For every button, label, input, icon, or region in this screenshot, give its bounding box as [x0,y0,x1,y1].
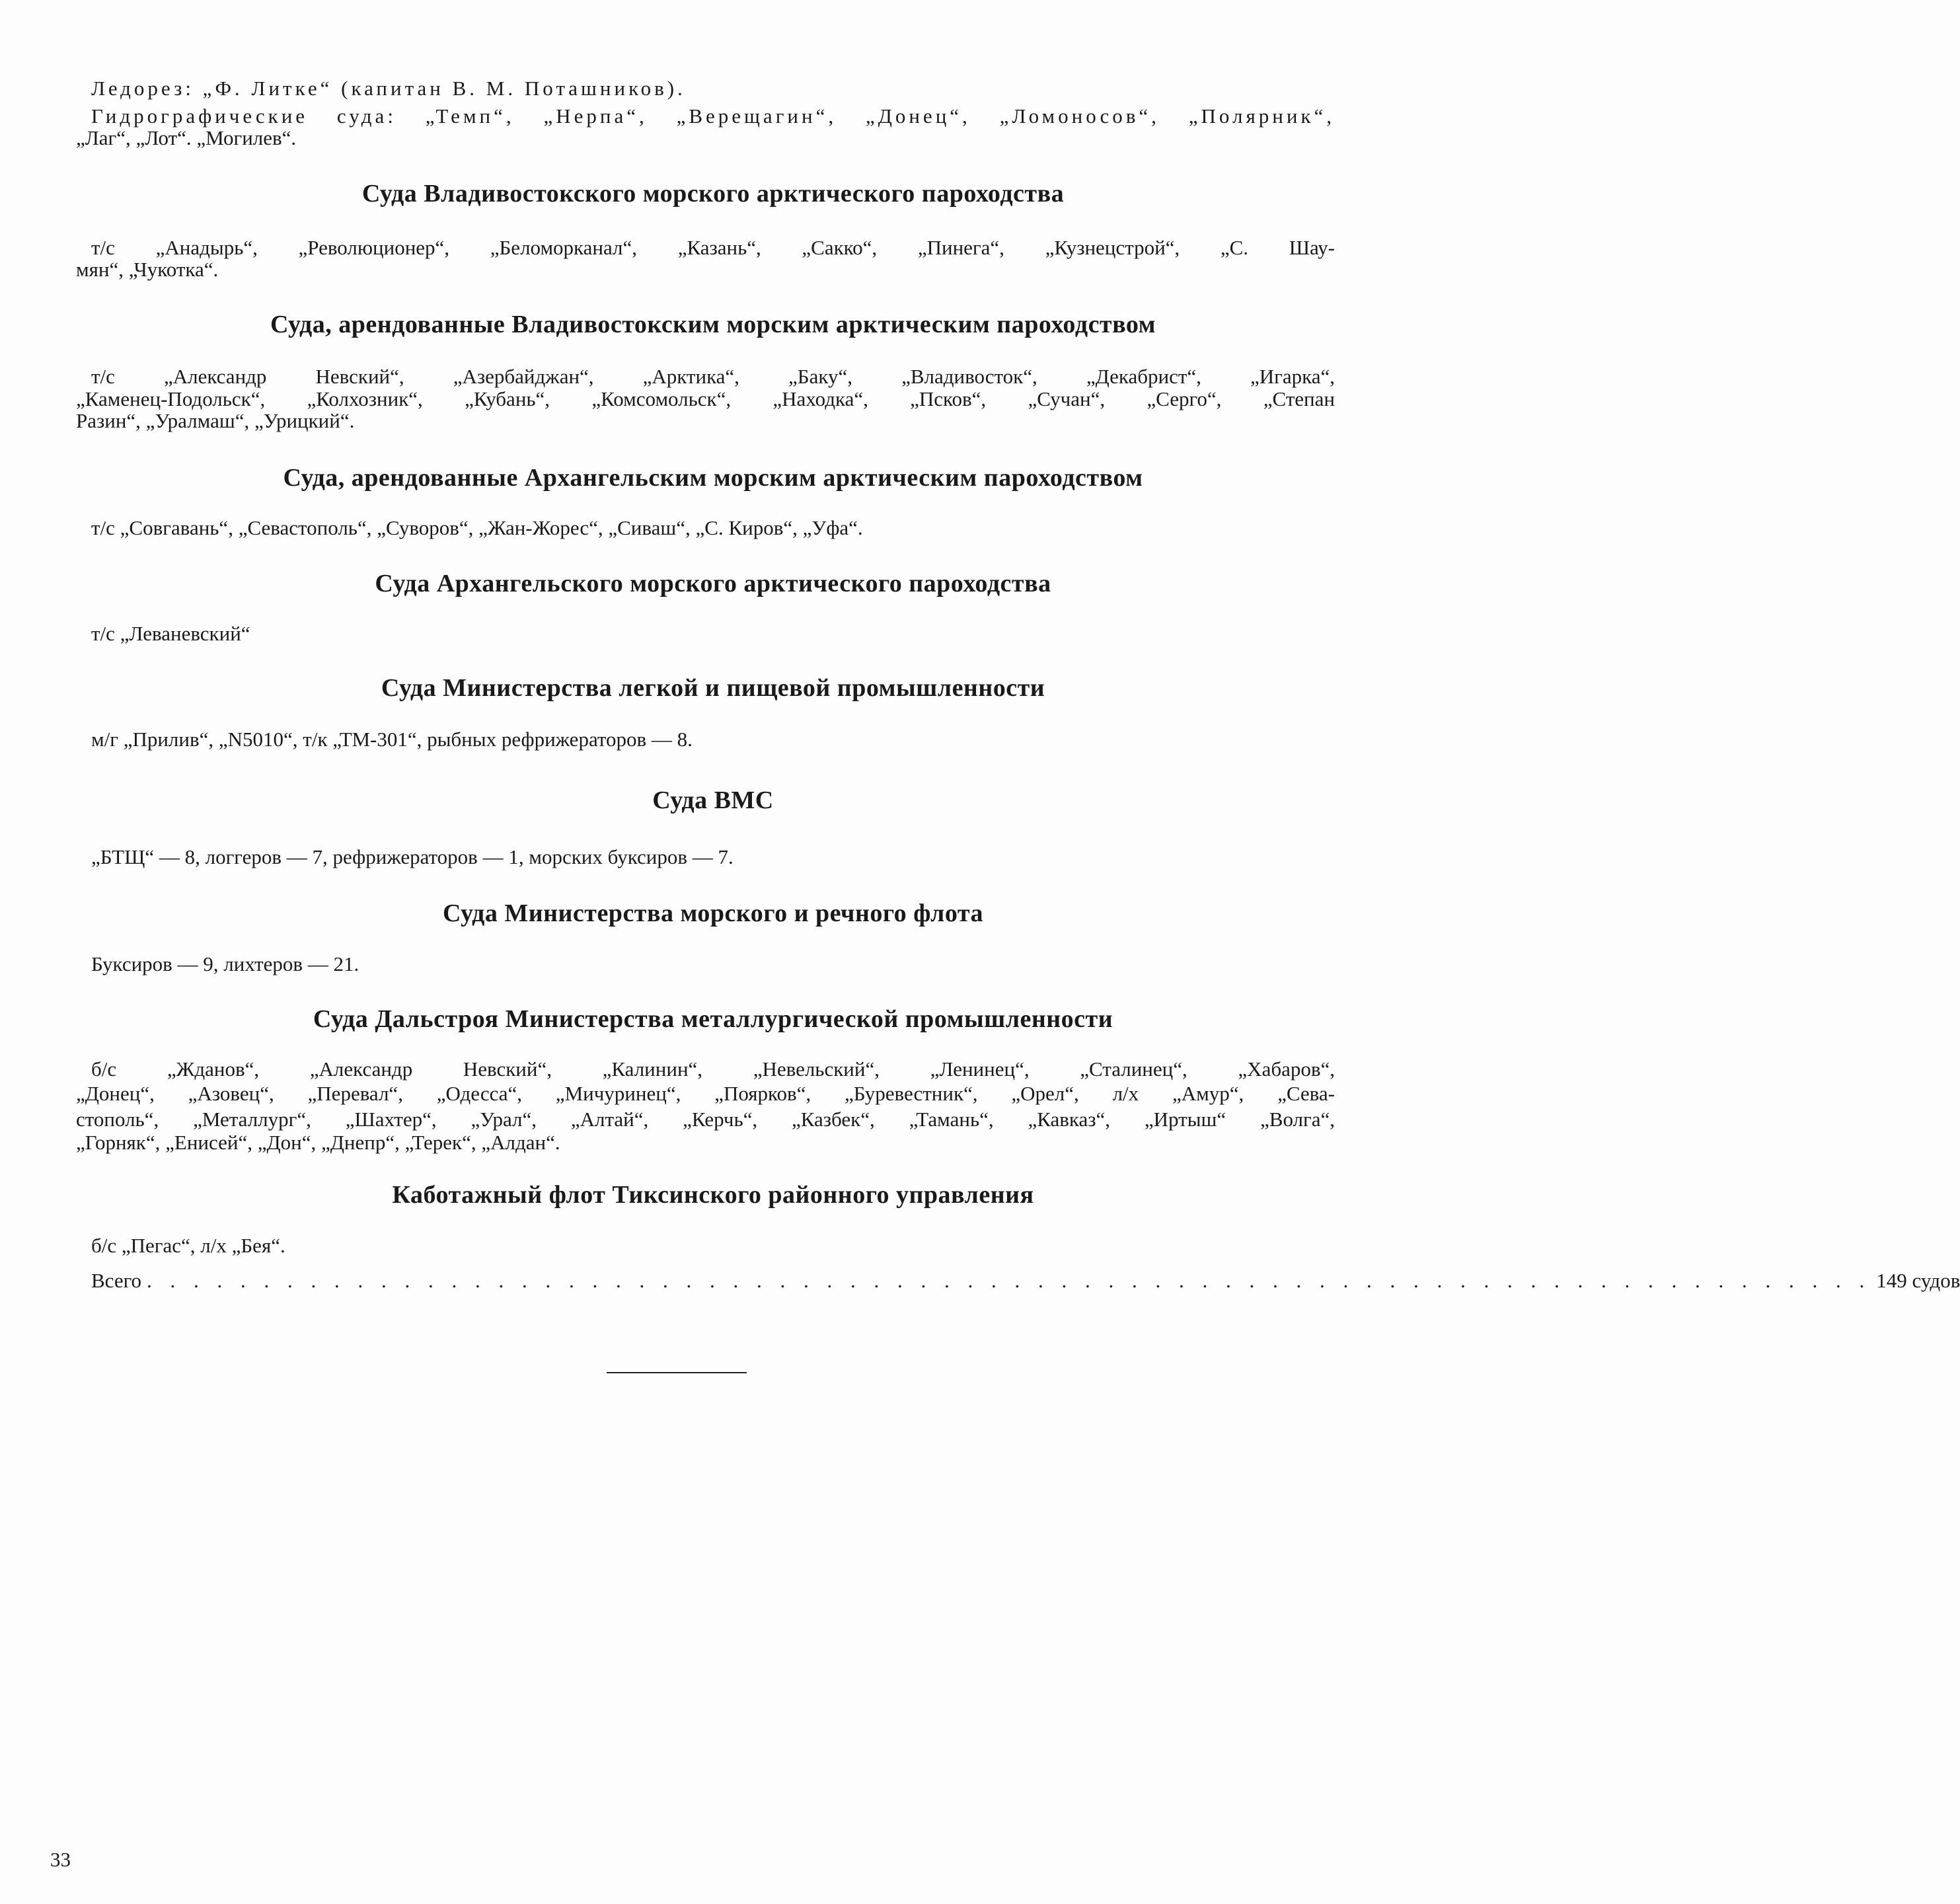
section-heading: Суда Министерства легкой и пищевой промышленности [381,674,1045,702]
section-heading: Каботажный флот Тиксинского районного управления [392,1181,1034,1209]
section-heading: Суда, арендованные Владивостокским морским арктическим пароходством [270,311,1156,338]
end-rule [607,1372,747,1373]
section-text-line: Разин“, „Уралмаш“, „Урицкий“. [76,409,355,432]
total-line [91,1269,1960,1293]
section-text-line: Буксиров — 9, лихтеров — 21. [91,952,359,975]
section-text-line: „Горняк“, „Енисей“, „Дон“, „Днепр“, „Терек“, „Алдан“. [76,1131,560,1154]
section-heading: Суда, арендованные Архангельским морским арктическим пароходством [283,464,1143,492]
section-text-line: т/с „Совгавань“, „Севастополь“, „Суворов“, „Жан-Жорес“, „Сиваш“, „С. Киров“, „Уфа“. [91,516,863,539]
section-text-line: т/с „Анадырь“, „Революционер“, „Беломорканал“, „Казань“, „Сакко“, „Пинега“, „Кузнецстрой“, „С. Шау- [91,236,1335,259]
icebreaker-line: Ледорез: „Ф. Литке“ (капитан В. М. Поташников). [91,77,686,100]
section-heading: Суда Владивостокского морского арктического пароходства [361,180,1065,208]
section-text-line: „Каменец-Подольск“, „Колхозник“, „Кубань“, „Комсомольск“, „Находка“, „Псков“, „Сучан“, „Серго“, „Степан [76,387,1335,410]
section-text-line: мян“, „Чукотка“. [76,258,219,281]
section-text-line: т/с „Александр Невский“, „Азербайджан“, „Арктика“, „Баку“, „Владивосток“, „Декабрист“, „Игарка“, [91,365,1335,388]
hydrographic-line-1: Гидрографические суда: „Темп“, „Нерпа“, „Верещагин“, „Донец“, „Ломоносов“, „Полярник“, [91,104,1335,128]
section-text-line: т/с „Леваневский“ [91,622,250,645]
leader-dots: . . . . . . . . . . . . . . . . . . . . . . . . . . . . . . . . . . . . . . . . . . . . . . . . . . . . . . . . . . . . . . . . . . . . . . . . . . [147,1269,1871,1292]
section-text-line: стополь“, „Металлург“, „Шахтер“, „Урал“, „Алтай“, „Керчь“, „Казбек“, „Тамань“, „Кавказ“, „Иртыш“ „Волга“, [76,1108,1335,1131]
section-text-line: „БТЩ“ — 8, логгеров — 7, рефрижераторов — 1, морских буксиров — 7. [91,845,734,868]
section-text-line: м/г „Прилив“, „N5010“, т/к „ТМ-301“, рыбных рефрижераторов — 8. [91,728,693,751]
section-heading: Суда ВМС [652,786,774,814]
hydrographic-line-2: „Лаг“, „Лот“. „Могилев“. [76,126,297,149]
section-text-line: б/с „Жданов“, „Александр Невский“, „Калинин“, „Невельский“, „Ленинец“, „Сталинец“, „Хабаров“, [91,1057,1335,1081]
section-heading: Суда Дальстроя Министерства металлургической промышленности [313,1005,1113,1033]
total-value: 149 судов [1876,1269,1960,1292]
section-heading: Суда Министерства морского и речного флота [443,899,983,927]
page-number: 33 [50,1848,71,1871]
section-text-line: б/с „Пегас“, л/х „Бея“. [91,1234,285,1257]
section-heading: Суда Архангельского морского арктического пароходства [375,570,1051,597]
section-text-line: „Донец“, „Азовец“, „Перевал“, „Одесса“, „Мичуринец“, „Поярков“, „Буревестник“, „Орел“, л/х „Амур“, „Сева- [76,1082,1335,1105]
total-label: Всего [91,1269,142,1292]
